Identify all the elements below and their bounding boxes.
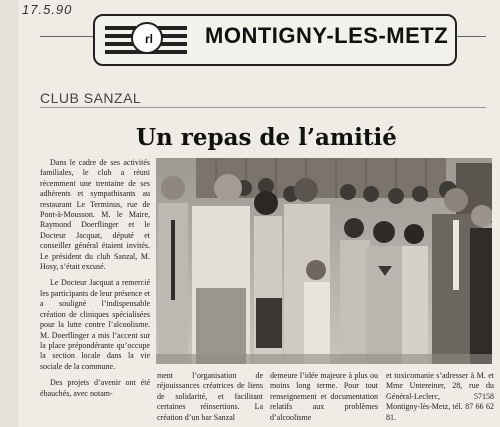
article-paragraph: Le Docteur Jacquat a remercié les participants de leur présence et a souligné l’indispensable création de cliniques spécialisées pour la lutte contre l’alcoolisme. M. Doerflinger a mis l’accent sur la place prépondérante qu’occupe la section locale dans la vie sociale de la commune. xyxy=(40,278,150,371)
article-column-1 xyxy=(40,158,150,405)
section-rule xyxy=(40,107,486,108)
article-headline: Un repas de l’amitié xyxy=(136,124,397,151)
section-label: CLUB SANZAL xyxy=(40,90,142,106)
logo-text: rl xyxy=(144,32,153,46)
group-photo xyxy=(156,158,492,364)
article-paragraph: Dans le cadre de ses activités familiales, le club a réuni récemment une trentaine de ses adhérents et sympathisants au restaurant Le Terminus, rue de Pont-à-Mousson. M. le Maire, Raymond Doerflinger et le Docteur Jacquat, député et conseiller général étaient invités. Le président du club Sanzal, M. Hosy, s’était excusé. xyxy=(40,158,150,272)
scan-margin xyxy=(0,0,18,427)
article-column-4: et toxicomanie s’adresser à M. et Mme Untereiner, 28, rue du Général-Leclerc, 57158 Montigny-lès-Metz, tél. 87 66 62 81. xyxy=(386,371,494,422)
logo-circle xyxy=(131,22,163,54)
background-watermark xyxy=(250,60,269,130)
group-photo-illustration xyxy=(156,158,492,364)
masthead-title: MONTIGNY-LES-METZ xyxy=(205,23,449,48)
article-paragraph: Des projets d’avenir ont été ébauchés, avec notam- xyxy=(40,378,150,398)
masthead xyxy=(93,14,457,66)
republicain-lorrain-logo xyxy=(105,22,187,56)
handwritten-date: 17.5.90 xyxy=(22,2,73,17)
article-column-2: ment l’organisation de réjouissances créatrices de liens de solidarité, et facilitant certaines réinsertions. La création d’un bar Sanzal xyxy=(157,371,263,422)
article-column-3: demeure l’idée majeure à plus ou moins long terme. Pour tout renseignement et documentation relatifs aux problèmes d’alcoolisme xyxy=(270,371,378,422)
